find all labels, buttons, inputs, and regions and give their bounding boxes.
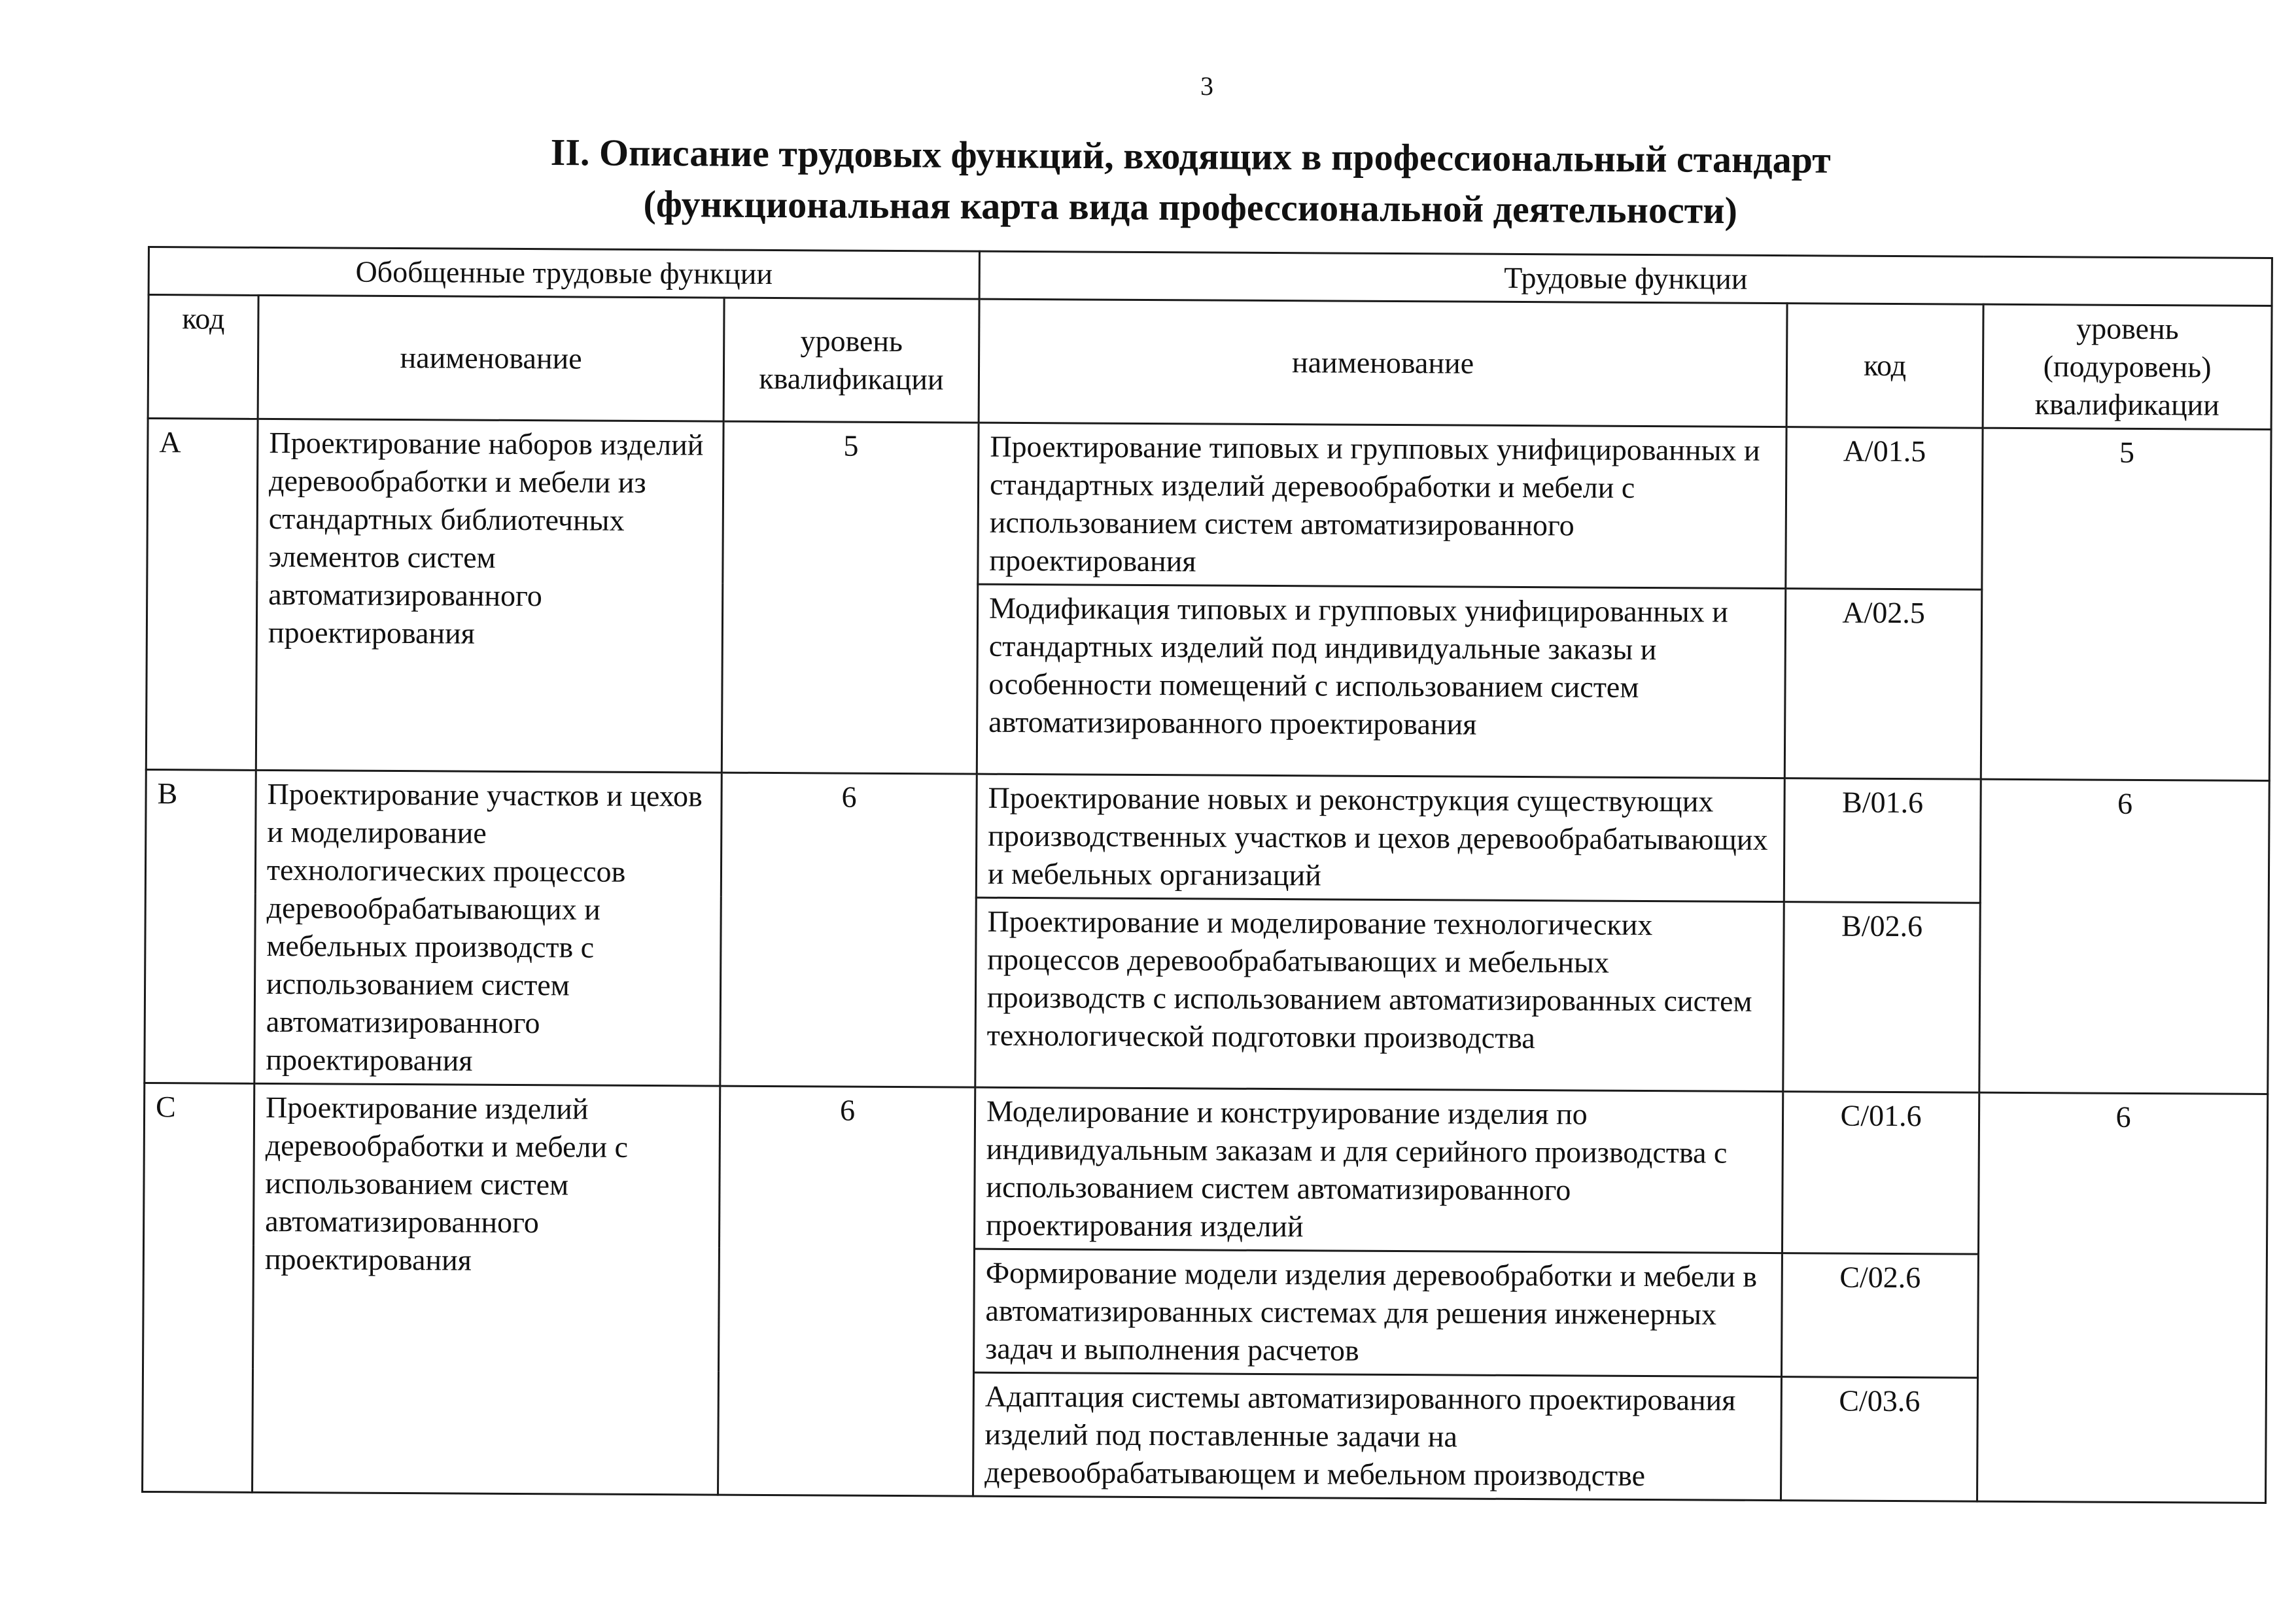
function-code: C/01.6 <box>1782 1092 1979 1255</box>
row-a-code: A <box>146 419 258 771</box>
page-number: 3 <box>1200 71 1213 101</box>
function-code: A/02.5 <box>1784 589 1982 780</box>
row-b-level: 6 <box>720 773 977 1087</box>
function-name: Модификация типовых и групповых унифицированных и стандартных изделий под индивидуальные заказы и особенности помещений с использованием систем автоматизированного проектирования <box>977 584 1786 778</box>
row-c-code: C <box>143 1083 254 1492</box>
function-level: 6 <box>1979 779 2270 1094</box>
functional-map-table <box>141 246 2273 1504</box>
table-row <box>145 769 2269 904</box>
header-tf-name: наименование <box>979 299 1787 427</box>
row-b-code: B <box>145 769 256 1083</box>
function-code: B/02.6 <box>1783 902 1981 1093</box>
header-labor-functions: Трудовые функции <box>979 251 2272 305</box>
function-code: C/03.6 <box>1781 1377 1977 1502</box>
function-name: Проектирование типовых и групповых унифицированных и стандартных изделий деревообработки и мебели с использованием систем автоматизированного проектирования <box>978 423 1786 588</box>
title-line-2: (функциональная карта вида профессиональной деятельности) <box>643 182 1738 232</box>
function-name: Моделирование и конструирование изделия по индивидуальным заказам и для серийного производства с использованием систем автоматизированного проектирования изделий <box>974 1087 1783 1253</box>
title-line-1: II. Описание трудовых функций, входящих в профессиональный стандарт <box>550 131 1831 181</box>
function-level: 5 <box>1981 428 2271 780</box>
header-generalized-functions: Обобщенные трудовые функции <box>148 247 979 300</box>
function-name: Адаптация системы автоматизированного проектирования изделий под поставленные задачи на деревообрабатывающем и мебельном производстве <box>973 1372 1782 1500</box>
function-code: A/01.5 <box>1786 427 1983 590</box>
function-code: B/01.6 <box>1784 778 1981 903</box>
table-row <box>144 1083 2268 1255</box>
function-name: Формирование модели изделия деревообработки и мебели в автоматизированных системах для решения инженерных задач и выполнения расчетов <box>974 1249 1783 1376</box>
header-tf-level: уровень (подуровень) квалификации <box>1983 304 2272 429</box>
header-code: код <box>148 295 258 419</box>
header-name: наименование <box>258 295 724 421</box>
header-level: уровень квалификации <box>723 298 979 423</box>
row-b-name: Проектирование участков и цехов и моделирование технологических процессов деревообрабатывающих и мебельных производств с использованием систем автоматизированного проектирования <box>254 770 722 1086</box>
document-title <box>458 126 1924 237</box>
function-name: Проектирование новых и реконструкция существующих производственных участков и цехов деревообрабатывающих и мебельных организаций <box>976 774 1784 901</box>
row-a-name: Проектирование наборов изделий деревообработки и мебели из стандартных библиотечных элементов систем автоматизированного проектирования <box>256 419 723 773</box>
table-row <box>147 419 2271 591</box>
row-c-name: Проектирование изделий деревообработки и мебели с использованием систем автоматизированного проектирования <box>252 1083 720 1495</box>
function-level: 6 <box>1977 1092 2267 1503</box>
function-code: C/02.6 <box>1781 1253 1978 1378</box>
row-c-level: 6 <box>718 1086 975 1496</box>
row-a-level: 5 <box>722 421 979 774</box>
header-tf-code: код <box>1786 304 1983 428</box>
functional-map-table-wrapper <box>141 246 2271 1504</box>
function-name: Проектирование и моделирование технологических процессов деревообрабатывающих и мебельных производств с использованием автоматизированных систем технологической подготовки производства <box>975 898 1784 1091</box>
